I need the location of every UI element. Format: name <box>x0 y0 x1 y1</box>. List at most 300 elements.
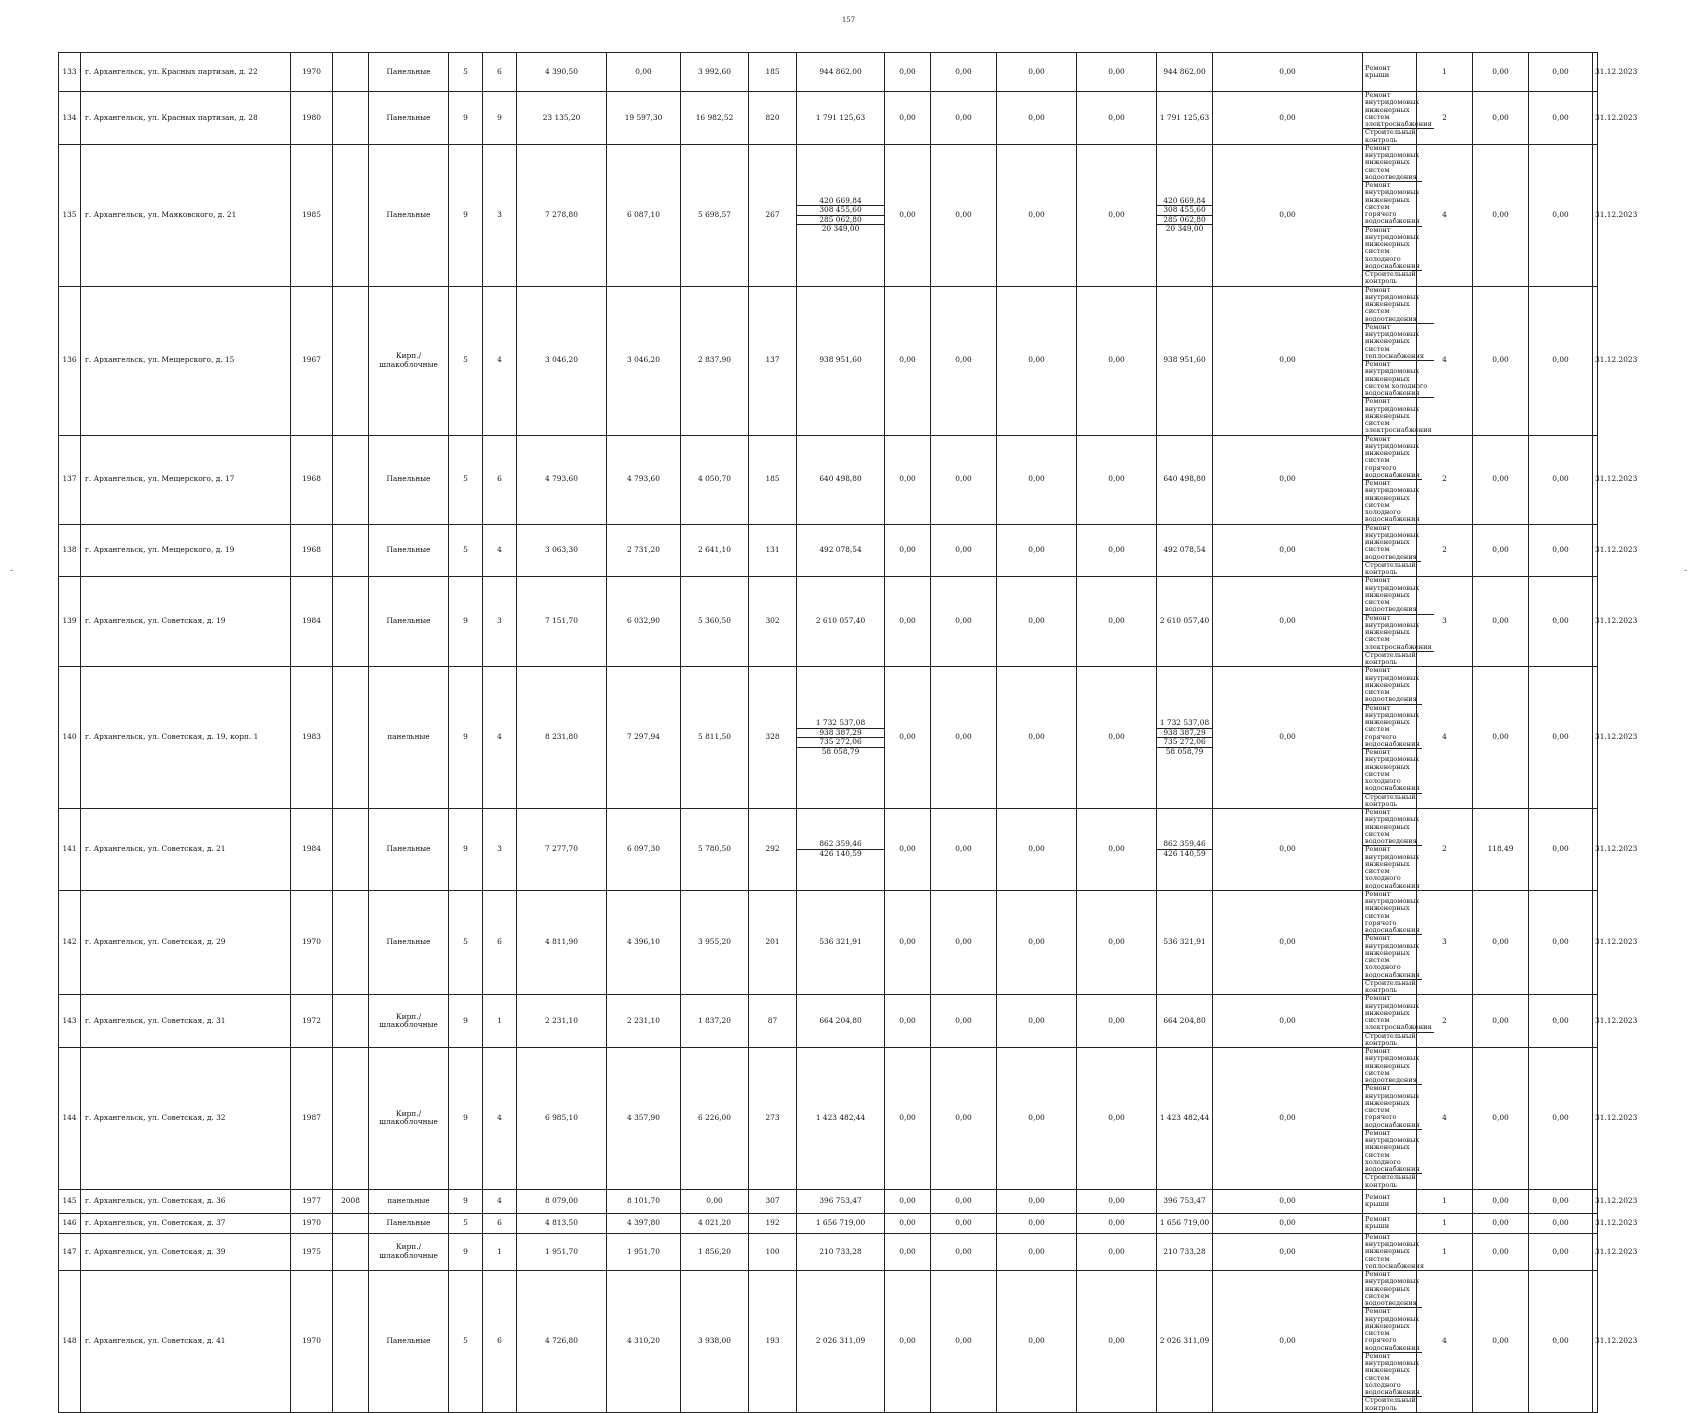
row-number: 147 <box>59 1233 81 1270</box>
works-count: 3 <box>1417 577 1473 667</box>
unit-cost-2: 0,00 <box>1529 1271 1593 1413</box>
total-area: 8 231,80 <box>517 667 607 809</box>
unit-cost-2: 0,00 <box>1529 435 1593 524</box>
work-types <box>1363 666 1420 809</box>
table-row <box>59 577 1598 667</box>
unit-cost-1: 0,00 <box>1473 92 1529 145</box>
work-types-item: Строительный контроль <box>1365 270 1416 286</box>
floors-count: 5 <box>449 1213 483 1233</box>
owners-funds <box>1157 1213 1213 1233</box>
owners-funds <box>1157 286 1213 435</box>
row-number: 141 <box>59 809 81 891</box>
total-cost-item: 20 349,00 <box>821 224 860 234</box>
total-cost <box>797 667 885 809</box>
residential-area: 4 050,70 <box>681 435 749 524</box>
row-number: 144 <box>59 1048 81 1190</box>
margin-mark-right: - <box>1684 566 1688 576</box>
residents-count: 131 <box>749 524 797 577</box>
work-types-item: Строительный контроль <box>1365 1396 1416 1412</box>
table-row <box>59 435 1598 524</box>
total-cost-item: 862 359,46 <box>797 840 884 849</box>
address: г. Архангельск, ул. Красных партизан, д. 28 <box>81 92 291 145</box>
completion-date: 31.12.2023 <box>1593 286 1598 435</box>
work-types-item: Строительный контроль <box>1365 560 1416 576</box>
other-sources: 0,00 <box>1077 1048 1157 1190</box>
total-cost-item: 2 610 057,40 <box>815 616 866 626</box>
total-cost <box>797 1271 885 1413</box>
wall-material: Панельные <box>369 435 449 524</box>
residents-count: 307 <box>749 1189 797 1213</box>
total-cost-item: 1 732 537,08 <box>797 719 884 728</box>
total-cost <box>797 1213 885 1233</box>
works-count: 2 <box>1417 995 1473 1048</box>
residential-area: 1 837,20 <box>681 995 749 1048</box>
address: г. Архангельск, ул. Советская, д. 32 <box>81 1048 291 1190</box>
residents-count: 193 <box>749 1271 797 1413</box>
page-number: 157 <box>841 16 856 24</box>
entrances-count: 6 <box>483 890 517 995</box>
wall-material: Панельные <box>369 577 449 667</box>
fund-share: 0,00 <box>885 92 931 145</box>
fund-share: 0,00 <box>885 524 931 577</box>
owners-funds <box>1157 1048 1213 1190</box>
unit-cost-2: 0,00 <box>1529 809 1593 891</box>
living-area: 6 097,30 <box>607 809 681 891</box>
works-count: 2 <box>1417 435 1473 524</box>
other-sources: 0,00 <box>1077 667 1157 809</box>
reconstruction-year <box>333 667 369 809</box>
total-area: 4 813,50 <box>517 1213 607 1233</box>
other-funds: 0,00 <box>1213 1048 1363 1190</box>
owners-funds <box>1157 890 1213 995</box>
entrances-count: 4 <box>483 524 517 577</box>
reconstruction-year <box>333 1271 369 1413</box>
address: г. Архангельск, ул. Советская, д. 36 <box>81 1189 291 1213</box>
unit-cost-2: 0,00 <box>1529 1213 1593 1233</box>
floors-count: 5 <box>449 524 483 577</box>
work-types-item: Ремонт внутридомовых инженерных систем электроснабжения <box>1365 91 1432 128</box>
row-number: 136 <box>59 286 81 435</box>
completion-date: 31.12.2023 <box>1593 1048 1598 1190</box>
unit-cost-1: 0,00 <box>1473 995 1529 1048</box>
floors-count: 9 <box>449 1048 483 1190</box>
total-cost <box>797 1048 885 1190</box>
other-sources: 0,00 <box>1077 809 1157 891</box>
unit-cost-1: 0,00 <box>1473 890 1529 995</box>
floors-count: 9 <box>449 144 483 286</box>
other-sources: 0,00 <box>1077 435 1157 524</box>
residential-area: 3 955,20 <box>681 890 749 995</box>
table-row <box>59 890 1598 995</box>
address: г. Архангельск, ул. Советская, д. 31 <box>81 995 291 1048</box>
owners-funds-item: 536 321,91 <box>1163 937 1206 947</box>
unit-cost-2: 0,00 <box>1529 53 1593 92</box>
owners-funds-item: 58 058,79 <box>1165 746 1204 756</box>
entrances-count: 3 <box>483 577 517 667</box>
entrances-count: 4 <box>483 667 517 809</box>
residents-count: 185 <box>749 435 797 524</box>
table-row <box>59 92 1598 145</box>
floors-count: 9 <box>449 667 483 809</box>
entrances-count: 9 <box>483 92 517 145</box>
other-funds: 0,00 <box>1213 890 1363 995</box>
work-types-item: Ремонт внутридомовых инженерных систем электроснабжения <box>1365 994 1432 1032</box>
total-cost <box>797 286 885 435</box>
work-types-item: Ремонт внутридомовых инженерных систем холодного водоснабжения <box>1365 934 1420 979</box>
table-row <box>59 667 1598 809</box>
regional-budget: 0,00 <box>931 809 997 891</box>
row-number: 138 <box>59 524 81 577</box>
total-cost-item: 735 272,06 <box>797 738 884 748</box>
residential-area: 16 982,52 <box>681 92 749 145</box>
residents-count: 100 <box>749 1233 797 1270</box>
works-count: 4 <box>1417 1048 1473 1190</box>
work-types-item: Ремонт внутридомовых инженерных систем горячего водоснабжения <box>1365 434 1420 479</box>
works-count: 2 <box>1417 92 1473 145</box>
table-row <box>59 286 1598 435</box>
other-funds: 0,00 <box>1213 809 1363 891</box>
owners-funds-item: 420 669,84 <box>1157 197 1212 206</box>
regional-budget: 0,00 <box>931 144 997 286</box>
owners-funds <box>1157 995 1213 1048</box>
residential-area: 1 856,20 <box>681 1233 749 1270</box>
owners-funds <box>1157 92 1213 145</box>
work-types-item: Ремонт внутридомовых инженерных систем водоотведения <box>1363 667 1422 704</box>
work-types-item: Строительный контроль <box>1365 978 1416 994</box>
work-types <box>1363 1047 1420 1190</box>
wall-material: Панельные <box>369 144 449 286</box>
unit-cost-1: 0,00 <box>1473 286 1529 435</box>
build-year: 1977 <box>291 1189 333 1213</box>
other-sources: 0,00 <box>1077 1189 1157 1213</box>
work-types-item: Ремонт внутридомовых инженерных систем холодного водоснабжения <box>1363 361 1434 398</box>
fund-share: 0,00 <box>885 1189 931 1213</box>
living-area: 8 101,70 <box>607 1189 681 1213</box>
total-cost <box>797 995 885 1048</box>
work-types-item: Ремонт крыши <box>1365 1193 1391 1209</box>
owners-funds <box>1157 435 1213 524</box>
regional-budget: 0,00 <box>931 890 997 995</box>
wall-material: Кирп./ шлакоблочные <box>369 286 449 435</box>
other-funds: 0,00 <box>1213 995 1363 1048</box>
owners-funds-item: 938 951,60 <box>1163 355 1206 365</box>
owners-funds <box>1157 577 1213 667</box>
total-cost-item: 420 669,84 <box>797 197 884 206</box>
regional-budget: 0,00 <box>931 995 997 1048</box>
total-area: 6 985,10 <box>517 1048 607 1190</box>
fund-share: 0,00 <box>885 286 931 435</box>
work-types <box>1363 91 1432 145</box>
other-funds: 0,00 <box>1213 1213 1363 1233</box>
work-types <box>1363 1213 1417 1233</box>
row-number: 143 <box>59 995 81 1048</box>
unit-cost-2: 0,00 <box>1529 92 1593 145</box>
total-cost-item: 2 026 311,09 <box>815 1336 866 1346</box>
other-sources: 0,00 <box>1077 1213 1157 1233</box>
local-budget: 0,00 <box>997 53 1077 92</box>
work-types <box>1363 1189 1417 1213</box>
wall-material: Кирп./ шлакоблочные <box>369 1233 449 1270</box>
work-types-item: Ремонт внутридомовых инженерных систем электроснабжения <box>1365 397 1432 435</box>
total-area: 4 793,60 <box>517 435 607 524</box>
living-area: 6 087,10 <box>607 144 681 286</box>
completion-date: 31.12.2023 <box>1593 53 1598 92</box>
owners-funds-item: 938 387,29 <box>1157 728 1212 738</box>
total-cost-item: 210 733,28 <box>819 1246 862 1256</box>
wall-material: Панельные <box>369 524 449 577</box>
wall-material: Панельные <box>369 1213 449 1233</box>
regional-budget: 0,00 <box>931 667 997 809</box>
residents-count: 87 <box>749 995 797 1048</box>
total-area: 3 046,20 <box>517 286 607 435</box>
work-types-item: Ремонт внутридомовых инженерных систем электроснабжения <box>1365 613 1432 651</box>
other-sources: 0,00 <box>1077 1271 1157 1413</box>
reconstruction-year <box>333 1233 369 1270</box>
unit-cost-1: 0,00 <box>1473 1048 1529 1190</box>
living-area: 3 046,20 <box>607 286 681 435</box>
work-types-item: Ремонт внутридомовых инженерных систем холодного водоснабжения <box>1365 748 1420 793</box>
entrances-count: 4 <box>483 1189 517 1213</box>
residential-area: 5 780,50 <box>681 809 749 891</box>
other-funds: 0,00 <box>1213 1271 1363 1413</box>
local-budget: 0,00 <box>997 809 1077 891</box>
regional-budget: 0,00 <box>931 92 997 145</box>
total-area: 1 951,70 <box>517 1233 607 1270</box>
owners-funds-item: 210 733,28 <box>1163 1246 1206 1256</box>
reconstruction-year <box>333 144 369 286</box>
floors-count: 9 <box>449 1189 483 1213</box>
regional-budget: 0,00 <box>931 577 997 667</box>
table-row <box>59 1048 1598 1190</box>
local-budget: 0,00 <box>997 1213 1077 1233</box>
owners-funds-item: 285 062,80 <box>1157 215 1212 225</box>
local-budget: 0,00 <box>997 144 1077 286</box>
owners-funds <box>1157 809 1213 891</box>
floors-count: 5 <box>449 890 483 995</box>
work-types-item: Ремонт внутридомовых инженерных систем горячего водоснабжения <box>1365 1307 1420 1352</box>
total-area: 8 079,00 <box>517 1189 607 1213</box>
table-row <box>59 1271 1598 1413</box>
work-types-item: Ремонт внутридомовых инженерных систем водоотведения <box>1363 1271 1422 1308</box>
local-budget: 0,00 <box>997 1189 1077 1213</box>
works-count: 4 <box>1417 144 1473 286</box>
unit-cost-1: 0,00 <box>1473 1233 1529 1270</box>
total-cost-item: 426 140,59 <box>819 848 862 858</box>
row-number: 148 <box>59 1271 81 1413</box>
owners-funds <box>1157 144 1213 286</box>
works-count: 2 <box>1417 809 1473 891</box>
total-cost <box>797 577 885 667</box>
living-area: 2 731,20 <box>607 524 681 577</box>
residents-count: 820 <box>749 92 797 145</box>
row-number: 134 <box>59 92 81 145</box>
total-cost <box>797 92 885 145</box>
works-count: 1 <box>1417 53 1473 92</box>
owners-funds-item: 735 272,06 <box>1157 738 1212 748</box>
residents-count: 185 <box>749 53 797 92</box>
work-types <box>1363 285 1432 435</box>
unit-cost-1: 0,00 <box>1473 667 1529 809</box>
unit-cost-2: 0,00 <box>1529 144 1593 286</box>
table-row <box>59 53 1598 92</box>
fund-share: 0,00 <box>885 1271 931 1413</box>
completion-date: 31.12.2023 <box>1593 435 1598 524</box>
unit-cost-2: 0,00 <box>1529 286 1593 435</box>
owners-funds-item: 2 610 057,40 <box>1159 616 1210 626</box>
living-area: 4 396,10 <box>607 890 681 995</box>
owners-funds <box>1157 1271 1213 1413</box>
residents-count: 137 <box>749 286 797 435</box>
fund-share: 0,00 <box>885 890 931 995</box>
fund-share: 0,00 <box>885 53 931 92</box>
wall-material: Кирп./ шлакоблочные <box>369 995 449 1048</box>
unit-cost-1: 0,00 <box>1473 524 1529 577</box>
local-budget: 0,00 <box>997 92 1077 145</box>
regional-budget: 0,00 <box>931 53 997 92</box>
residential-area: 5 360,50 <box>681 577 749 667</box>
work-types <box>1363 143 1420 286</box>
work-types <box>1363 523 1420 577</box>
total-cost <box>797 524 885 577</box>
regional-budget: 0,00 <box>931 1233 997 1270</box>
other-sources: 0,00 <box>1077 286 1157 435</box>
other-funds: 0,00 <box>1213 144 1363 286</box>
other-sources: 0,00 <box>1077 92 1157 145</box>
work-types-item: Ремонт внутридомовых инженерных систем горячего водоснабжения <box>1365 703 1420 748</box>
total-area: 23 135,20 <box>517 92 607 145</box>
reconstruction-year <box>333 1213 369 1233</box>
total-cost <box>797 809 885 891</box>
build-year: 1983 <box>291 667 333 809</box>
wall-material: Кирп./ шлакоблочные <box>369 1048 449 1190</box>
living-area: 7 297,94 <box>607 667 681 809</box>
table-row <box>59 809 1598 891</box>
wall-material: Панельные <box>369 809 449 891</box>
reconstruction-year <box>333 53 369 92</box>
work-types-item: Ремонт внутридомовых инженерных систем водоотведения <box>1363 809 1422 846</box>
entrances-count: 6 <box>483 1271 517 1413</box>
completion-date: 31.12.2023 <box>1593 524 1598 577</box>
owners-funds-item: 396 753,47 <box>1163 1195 1206 1205</box>
work-types-item: Ремонт внутридомовых инженерных систем теплоснабжения <box>1363 323 1434 360</box>
work-types-item: Строительный контроль <box>1365 792 1416 808</box>
unit-cost-1: 0,00 <box>1473 1271 1529 1413</box>
works-count: 1 <box>1417 1213 1473 1233</box>
floors-count: 9 <box>449 92 483 145</box>
build-year: 1970 <box>291 1213 333 1233</box>
total-cost-item: 308 455,60 <box>797 206 884 216</box>
total-area: 7 278,80 <box>517 144 607 286</box>
unit-cost-1: 0,00 <box>1473 577 1529 667</box>
entrances-count: 1 <box>483 995 517 1048</box>
floors-count: 9 <box>449 809 483 891</box>
unit-cost-2: 0,00 <box>1529 1189 1593 1213</box>
margin-mark-left: - <box>10 566 14 576</box>
residents-count: 328 <box>749 667 797 809</box>
other-sources: 0,00 <box>1077 890 1157 995</box>
work-types-item: Ремонт внутридомовых инженерных систем холодного водоснабжения <box>1365 225 1420 270</box>
address: г. Архангельск, ул. Советская, д. 21 <box>81 809 291 891</box>
address: г. Архангельск, ул. Красных партизан, д. 22 <box>81 53 291 92</box>
address: г. Архангельск, ул. Маяковского, д. 21 <box>81 144 291 286</box>
local-budget: 0,00 <box>997 995 1077 1048</box>
unit-cost-2: 0,00 <box>1529 1233 1593 1270</box>
work-types-item: Ремонт внутридомовых инженерных систем холодного водоснабжения <box>1365 1351 1420 1396</box>
entrances-count: 3 <box>483 809 517 891</box>
living-area: 4 793,60 <box>607 435 681 524</box>
completion-date: 31.12.2023 <box>1593 1233 1598 1270</box>
reconstruction-year <box>333 92 369 145</box>
work-types-item: Строительный контроль <box>1365 650 1416 666</box>
entrances-count: 3 <box>483 144 517 286</box>
work-types-item: Ремонт внутридомовых инженерных систем холодного водоснабжения <box>1365 1128 1420 1173</box>
table-row <box>59 144 1598 286</box>
reconstruction-year <box>333 435 369 524</box>
floors-count: 5 <box>449 286 483 435</box>
address: г. Архангельск, ул. Советская, д. 29 <box>81 890 291 995</box>
other-funds: 0,00 <box>1213 53 1363 92</box>
work-types-item: Ремонт внутридомовых инженерных систем водоотведения <box>1365 523 1420 561</box>
owners-funds-item: 862 359,46 <box>1157 840 1212 849</box>
residents-count: 192 <box>749 1213 797 1233</box>
total-cost-item: 640 498,80 <box>819 474 862 484</box>
reconstruction-year <box>333 524 369 577</box>
build-year: 1970 <box>291 53 333 92</box>
owners-funds-item: 1 423 482,44 <box>1159 1113 1210 1123</box>
address: г. Архангельск, ул. Советская, д. 41 <box>81 1271 291 1413</box>
total-cost-item: 938 951,60 <box>819 355 862 365</box>
owners-funds <box>1157 53 1213 92</box>
unit-cost-2: 0,00 <box>1529 1048 1593 1190</box>
work-types-item: Строительный контроль <box>1365 128 1416 144</box>
unit-cost-2: 0,00 <box>1529 667 1593 809</box>
reconstruction-year <box>333 286 369 435</box>
unit-cost-1: 0,00 <box>1473 1213 1529 1233</box>
build-year: 1987 <box>291 1048 333 1190</box>
living-area: 4 357,90 <box>607 1048 681 1190</box>
work-types-item: Ремонт внутридомовых инженерных систем холодного водоснабжения <box>1365 479 1420 524</box>
work-types <box>1363 1270 1420 1413</box>
local-budget: 0,00 <box>997 890 1077 995</box>
wall-material: Панельные <box>369 92 449 145</box>
local-budget: 0,00 <box>997 1271 1077 1413</box>
work-types-item: Ремонт внутридомовых инженерных систем водоотведения <box>1363 1048 1422 1085</box>
build-year: 1968 <box>291 524 333 577</box>
total-cost <box>797 144 885 286</box>
total-area: 3 063,30 <box>517 524 607 577</box>
total-cost-item: 285 062,80 <box>797 215 884 225</box>
floors-count: 5 <box>449 435 483 524</box>
work-types <box>1363 1232 1425 1270</box>
total-area: 7 151,70 <box>517 577 607 667</box>
work-types-item: Строительный контроль <box>1365 1031 1416 1047</box>
residents-count: 273 <box>749 1048 797 1190</box>
works-count: 4 <box>1417 667 1473 809</box>
work-types <box>1363 434 1420 524</box>
entrances-count: 4 <box>483 1048 517 1190</box>
total-cost-item: 1 656 719,00 <box>815 1217 866 1227</box>
works-count: 4 <box>1417 286 1473 435</box>
table-row <box>59 524 1598 577</box>
owners-funds-item: 944 862,00 <box>1163 66 1206 76</box>
owners-funds-item: 1 791 125,63 <box>1159 112 1210 122</box>
other-sources: 0,00 <box>1077 995 1157 1048</box>
other-funds: 0,00 <box>1213 577 1363 667</box>
completion-date: 31.12.2023 <box>1593 667 1598 809</box>
local-budget: 0,00 <box>997 286 1077 435</box>
floors-count: 5 <box>449 53 483 92</box>
address: г. Архангельск, ул. Мещерского, д. 17 <box>81 435 291 524</box>
